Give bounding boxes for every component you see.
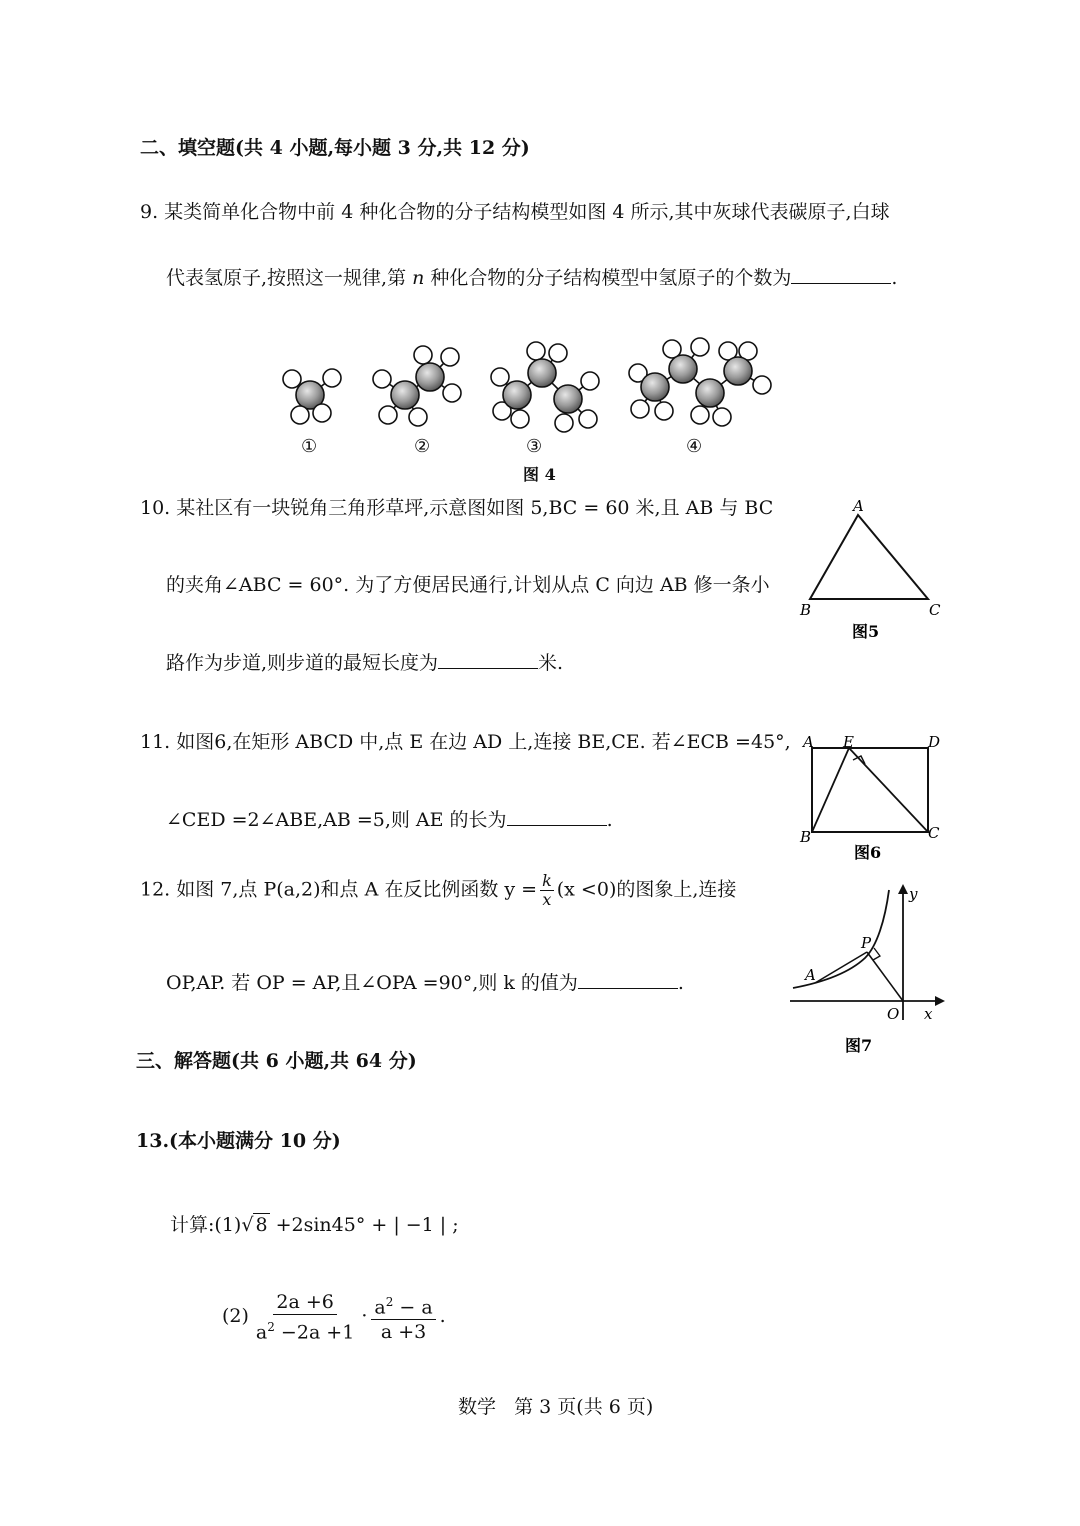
q10-line-2: 的夹角∠ABC = 60°. 为了方便居民通行,计划从点 C 向边 AB 修一条小 [166, 574, 770, 596]
segment-be [812, 748, 849, 832]
q13-sqrt-radicand: 8 [255, 1214, 268, 1236]
rectangle-abcd [812, 748, 928, 832]
fig5-label-c: C [929, 601, 941, 619]
q13-fraction-1 [253, 1290, 357, 1344]
frac1-numerator: 2a +6 [273, 1290, 336, 1315]
q13-part-1-prefix: 计算:(1) [170, 1214, 242, 1236]
fig7-label-x: x [924, 1005, 933, 1023]
frac1-den-exp: 2 [267, 1320, 275, 1334]
fig7-label-a: A [805, 966, 816, 984]
fig6-label-b: B [800, 828, 812, 846]
q12-frac-num: k [542, 871, 552, 890]
figure-5-triangle [795, 495, 955, 645]
frac2-denominator: a +3 [380, 1321, 427, 1344]
q12-frac-den: x [542, 890, 552, 909]
fig5-label-b: B [800, 601, 812, 619]
fig7-label-y: y [909, 885, 918, 903]
q10-answer-blank[interactable] [438, 650, 538, 669]
q11-answer-blank[interactable] [507, 807, 607, 826]
q10-line-3 [166, 650, 563, 675]
fig7-label-o: O [887, 1005, 900, 1023]
molecule-label-3: ③ [526, 436, 543, 457]
page-footer: 数学 第 3 页(共 6 页) [458, 1396, 654, 1418]
q12-line-1a: 12. 如图 7,点 P(a,2)和点 A 在反比例函数 y = [140, 878, 538, 901]
frac1-denominator [253, 1315, 357, 1344]
q9-line-1: 9. 某类简单化合物中前 4 种化合物的分子结构模型如图 4 所示,其中灰球代表碳原子,白球 [140, 201, 890, 223]
figure-5-caption: 图5 [852, 622, 880, 641]
q13-part-2 [222, 1290, 446, 1344]
q13-dot: · [361, 1305, 368, 1328]
figure-6-caption: 图6 [854, 843, 882, 862]
q13-part-1-rest: +2sin45° + | −1 | ; [269, 1214, 459, 1236]
q10-line-3-end: 米. [538, 652, 564, 674]
molecule-label-2: ② [414, 436, 431, 457]
frac2-numerator [371, 1290, 435, 1320]
q12-line-2 [166, 970, 684, 995]
q13-part-2-prefix: (2) [222, 1305, 249, 1328]
molecule-3 [491, 342, 599, 432]
q9-line-2a: 代表氢原子,按照这一规律,第 [166, 267, 413, 289]
section-2-heading: 二、填空题(共 4 小题,每小题 3 分,共 12 分) [140, 137, 530, 159]
q13-heading: 13.(本小题满分 10 分) [136, 1130, 341, 1152]
q12-line-2-text: OP,AP. 若 OP = AP,且∠OPA =90°,则 k 的值为 [166, 972, 578, 994]
figure-7-caption: 图7 [845, 1036, 873, 1055]
frac2-num-rest: − a [393, 1296, 433, 1319]
q9-line-2b: 种化合物的分子结构模型中氢原子的个数为 [424, 267, 792, 289]
q13-part-1 [170, 1213, 459, 1237]
q12-line-1b: (x <0)的图象上,连接 [556, 878, 737, 901]
q9-var-n: n [412, 267, 425, 289]
right-angle-mark [873, 948, 880, 960]
q9-answer-blank[interactable] [791, 265, 891, 284]
molecule-2 [373, 346, 461, 426]
molecule-4 [629, 338, 771, 426]
q9-line-2 [166, 265, 897, 290]
figure-6-rectangle [795, 730, 955, 870]
q9-end: . [891, 267, 898, 289]
fig5-label-a: A [853, 497, 864, 515]
x-axis-arrow [935, 996, 945, 1006]
q11-line-2-text: ∠CED =2∠ABE,AB =5,则 AE 的长为 [166, 809, 507, 831]
q11-line-2 [166, 807, 613, 832]
molecule-label-4: ④ [686, 436, 703, 457]
triangle-abc [810, 515, 928, 599]
q13-fraction-2 [371, 1290, 435, 1344]
q12-line-2-end: . [677, 972, 684, 994]
q13-end: . [439, 1305, 446, 1328]
figure-7-graph [785, 880, 955, 1060]
molecule-label-1: ① [301, 436, 318, 457]
frac2-num-exp: 2 [385, 1295, 394, 1309]
sqrt-sign: √ [241, 1214, 254, 1236]
figure-4-caption: 图 4 [523, 465, 556, 484]
q12-answer-blank[interactable] [578, 970, 678, 989]
q11-line-1: 11. 如图6,在矩形 ABCD 中,点 E 在边 AD 上,连接 BE,CE. 若∠ECB =45°, [140, 731, 791, 753]
molecule-1 [283, 369, 341, 424]
q12-fraction [540, 872, 554, 909]
frac2-num-base: a [374, 1296, 386, 1319]
frac1-den-base: a [255, 1321, 268, 1344]
q10-line-1: 10. 某社区有一块锐角三角形草坪,示意图如图 5,BC = 60 米,且 AB 与 BC [140, 497, 774, 519]
fig6-label-d: D [928, 733, 941, 751]
q12-line-1 [140, 872, 736, 909]
section-3-heading: 三、解答题(共 6 小题,共 64 分) [136, 1050, 417, 1072]
fig6-label-c: C [928, 824, 940, 842]
q10-line-3-text: 路作为步道,则步道的最短长度为 [166, 652, 439, 674]
fig6-label-a: A [803, 733, 814, 751]
fig6-label-e: E [843, 733, 854, 751]
y-axis-arrow [898, 884, 908, 894]
fig7-label-p: P [861, 934, 872, 952]
frac1-den-rest: −2a +1 [274, 1321, 355, 1344]
q11-line-2-end: . [606, 809, 613, 831]
segment-ce [849, 748, 928, 832]
segment-op [867, 952, 903, 1001]
segment-ap [815, 952, 867, 983]
